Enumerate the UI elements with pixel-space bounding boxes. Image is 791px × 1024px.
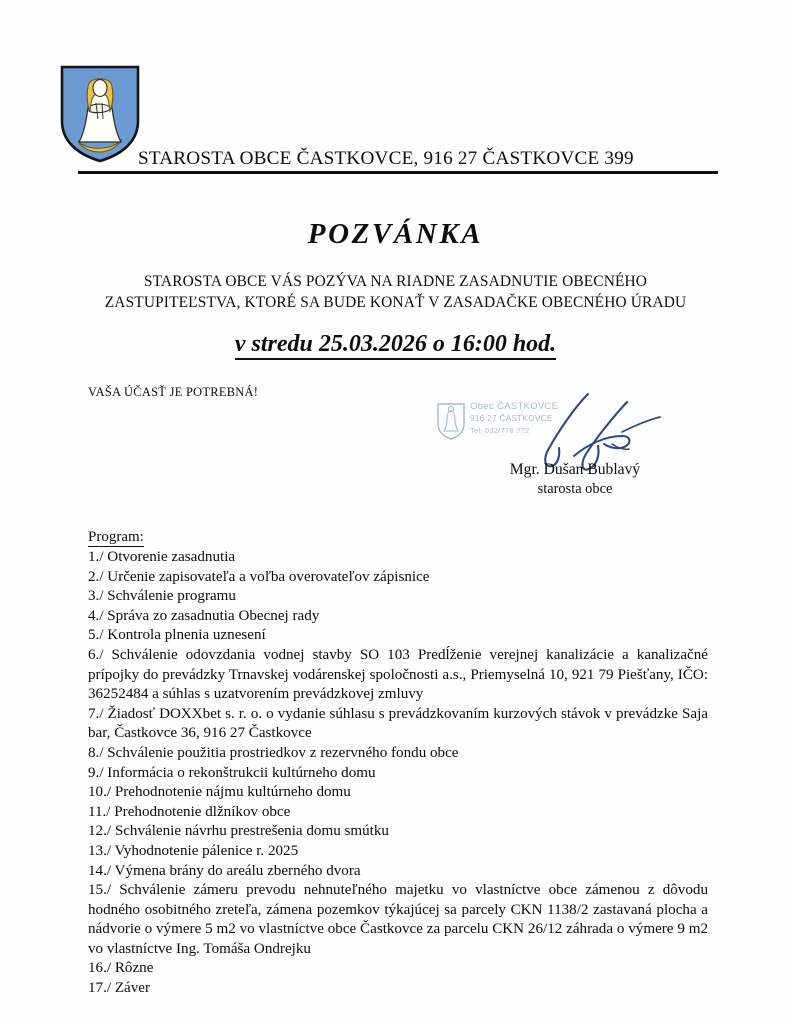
program-item: 15./ Schválenie zámeru prevodu nehnuteľného majetku vo vlastníctve obce zámenou z dôvodu hodného osobitného zreteľa, zámena pozemkov týkajúcej sa parcely CKN 1138/2 zastavaná plocha a nádvorie o výmere 5 m2 vo vlastníctve obce Častkovce za parcelu CKN 26/12 záhrada o výmere 9 m2 vo vlastníctve Ing. Tomáša Ondrejku <box>88 882 708 957</box>
stamp-crest-icon <box>436 402 466 440</box>
meeting-date-time <box>0 331 791 358</box>
official-stamp <box>434 398 589 450</box>
program-item: 5./ Kontrola plnenia uznesení <box>88 627 266 644</box>
subtitle-line-2: ZASTUPITEĽSTVA, KTORÉ SA BUDE KONAŤ V ZASADAČKE OBECNÉHO ÚRADU <box>104 294 687 311</box>
program-item: 14./ Výmena brány do areálu zberného dvora <box>88 862 361 879</box>
program-item: 2./ Určenie zapisovateľa a voľba overovateľov zápisnice <box>88 568 430 585</box>
program-item: 6./ Schválenie odovzdania vodnej stavby SO 103 Predĺženie verejnej kanalizácie a kanalizačné prípojky do prevádzky Trnavskej vodárenskej spoločnosti a.s., Priemyselná 10, 921 79 Piešťany, IČO: 36252484 a súhlas s uzatvorením prevádzkovej zmluvy <box>88 646 708 703</box>
page-title: STAROSTA OBCE ČASTKOVCE, 916 27 ČASTKOVCE 399 <box>138 148 634 169</box>
program-list <box>88 548 708 999</box>
attendance-note: VAŠA ÚČASŤ JE POTREBNÁ! <box>88 385 259 399</box>
program-item: 10./ Prehodnotenie nájmu kultúrneho domu <box>88 784 351 801</box>
coat-of-arms-icon <box>58 63 142 163</box>
program-item: 9./ Informácia o rekonštrukcii kultúrneho domu <box>88 764 376 781</box>
subtitle-line-1: STAROSTA OBCE VÁS POZÝVA NA RIADNE ZASADNUTIE OBECNÉHO <box>143 273 648 290</box>
program-item: 13./ Vyhodnotenie pálenice r. 2025 <box>88 842 299 859</box>
document-header <box>0 60 791 178</box>
program-item: 12./ Schválenie návrhu prestrešenia domu smútku <box>88 823 389 840</box>
signatory-role: starosta obce <box>537 481 613 497</box>
program-section <box>88 528 708 999</box>
program-item: 11./ Prehodnotenie dlžníkov obce <box>88 803 291 820</box>
stamp-line-2: 916 27 ČASTKOVCE <box>470 414 553 423</box>
program-item: 17./ Záver <box>88 980 151 997</box>
header-divider <box>78 171 718 174</box>
program-item: 16./ Rôzne <box>88 960 154 977</box>
invitation-subtitle <box>95 271 696 313</box>
program-item: 3./ Schválenie programu <box>88 588 236 605</box>
program-item: 8./ Schválenie použitia prostriedkov z rezervného fondu obce <box>88 744 459 761</box>
signatory-name: Mgr. Dušan Bublavý <box>509 461 641 478</box>
document-title: POZVÁNKA <box>307 218 484 250</box>
meeting-date-text: v stredu 25.03.2026 o 16:00 hod. <box>235 331 556 360</box>
program-item: 4./ Správa zo zasadnutia Obecnej rady <box>88 607 320 624</box>
program-item: 7./ Žiadosť DOXXbet s. r. o. o vydanie súhlasu s prevádzkovaním kurzových stávok v prevádzke Saja bar, Častkovce 36, 916 27 Častkovce <box>88 705 708 742</box>
program-item: 1./ Otvorenie zasadnutia <box>88 549 236 565</box>
program-heading: Program: <box>88 529 144 545</box>
stamp-line-3: Tel: 032/778 ??2 <box>470 426 530 435</box>
stamp-text <box>470 400 588 435</box>
stamp-line-1: Obec ČASTKOVCE <box>470 400 559 411</box>
